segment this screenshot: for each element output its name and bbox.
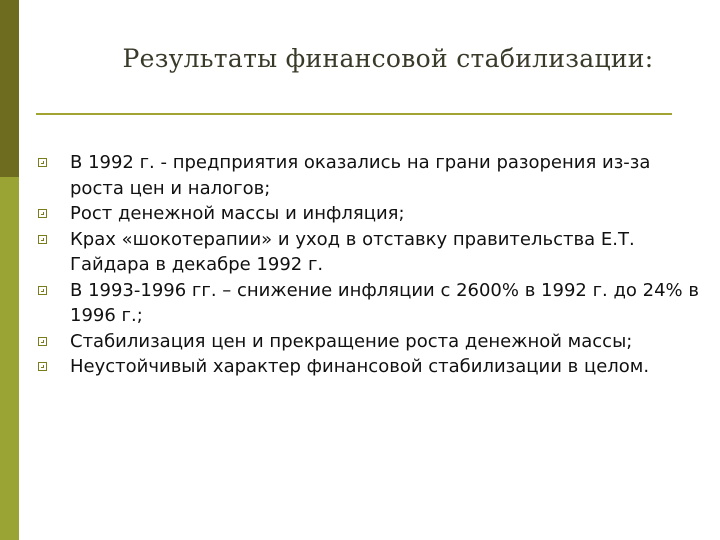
list-item [36,278,706,329]
bullet-icon [38,235,47,244]
bullet-text: Неустойчивый характер финансовой стабилизации в целом. [70,356,650,377]
side-band-light [0,177,19,540]
side-band-dark [0,0,19,177]
list-item [36,354,706,380]
title-divider [36,113,672,115]
bullet-icon [38,362,47,371]
bullet-text: Крах «шокотерапии» и уход в отставку правительства Е.Т. Гайдара в декабре 1992 г. [70,228,635,275]
slide-title: Результаты финансовой стабилизации: [122,44,654,73]
bullet-icon [38,286,47,295]
bullet-text: Стабилизация цен и прекращение роста денежной массы; [70,330,633,352]
bullet-list [36,150,706,380]
bullet-text: Рост денежной массы и инфляция; [70,203,405,224]
list-item [36,329,706,355]
list-item [36,150,706,201]
bullet-icon [38,158,47,167]
bullet-text: В 1993-1996 гг. – снижение инфляции с 2600% в 1992 г. до 24% в 1996 г.; [70,279,699,326]
list-item [36,201,706,227]
bullet-text: В 1992 г. - предприятия оказались на грани разорения из-за роста цен и налогов; [70,152,651,199]
bullet-icon [38,337,47,346]
list-item [36,227,706,278]
bullet-icon [38,209,47,218]
